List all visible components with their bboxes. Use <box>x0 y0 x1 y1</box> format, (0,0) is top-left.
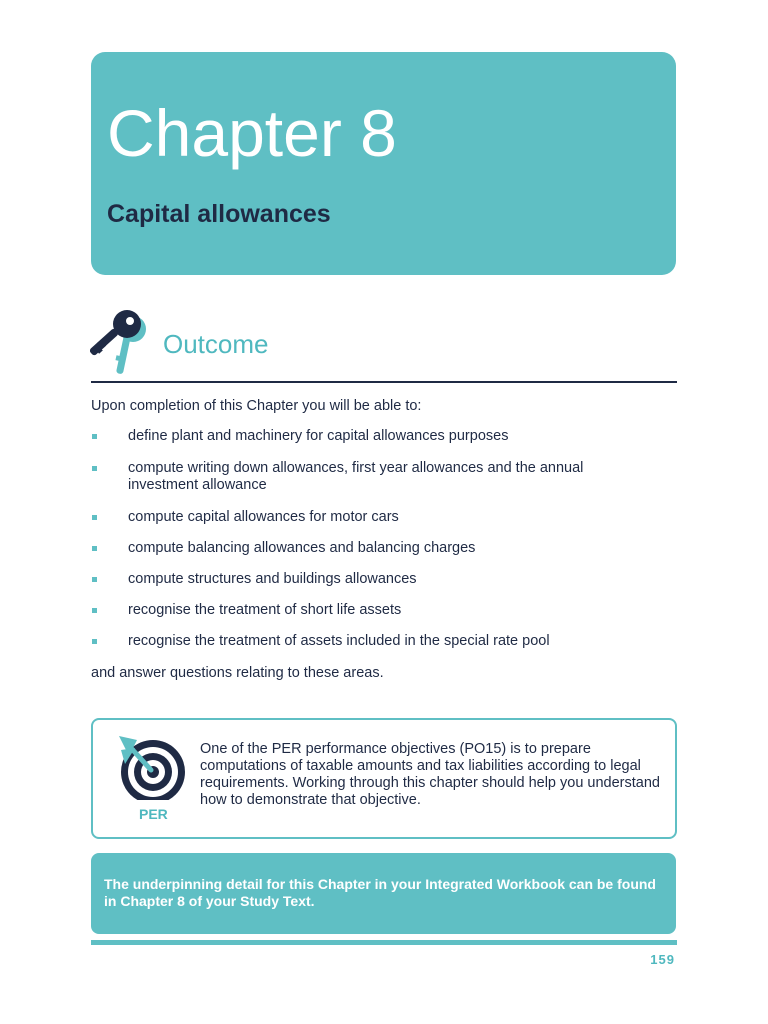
list-item-text: recognise the treatment of assets included in the special rate pool <box>128 633 550 649</box>
bullet-icon <box>92 608 97 613</box>
chapter-subtitle: Capital allowances <box>107 200 331 228</box>
per-box <box>91 718 677 839</box>
bullet-icon <box>92 515 97 520</box>
list-item-text: compute structures and buildings allowances <box>128 571 417 587</box>
chapter-header <box>91 52 676 275</box>
footer-divider <box>91 940 677 945</box>
list-item-text: compute writing down allowances, first year allowances and the annual investment allowance <box>128 460 584 493</box>
bullet-icon <box>92 434 97 439</box>
bullet-icon <box>92 639 97 644</box>
outcome-intro: Upon completion of this Chapter you will be able to: <box>91 398 422 414</box>
list-item-text: compute balancing allowances and balancing charges <box>128 540 476 556</box>
bullet-icon <box>92 466 97 471</box>
outcome-heading: Outcome <box>163 329 269 359</box>
key-icon <box>90 308 152 378</box>
outcome-divider <box>91 381 677 383</box>
list-item-text: define plant and machinery for capital allowances purposes <box>128 428 509 444</box>
outcome-closing: and answer questions relating to these areas. <box>91 665 384 681</box>
page-number: 159 <box>650 952 675 967</box>
target-icon <box>115 730 185 800</box>
per-label: PER <box>139 806 168 822</box>
info-text: The underpinning detail for this Chapter in your Integrated Workbook can be found in Chapter 8 of your Study Text. <box>104 876 656 909</box>
chapter-title: Chapter 8 <box>107 96 397 170</box>
bullet-icon <box>92 577 97 582</box>
list-item-text: compute capital allowances for motor cars <box>128 509 399 525</box>
bullet-icon <box>92 546 97 551</box>
list-item-text: recognise the treatment of short life assets <box>128 602 402 618</box>
per-text: One of the PER performance objectives (PO15) is to prepare computations of taxable amounts and tax liabilities according to legal requirements. Working through this chapter should help you understand how to demonstrate that objective. <box>200 741 660 808</box>
info-box <box>91 853 676 934</box>
